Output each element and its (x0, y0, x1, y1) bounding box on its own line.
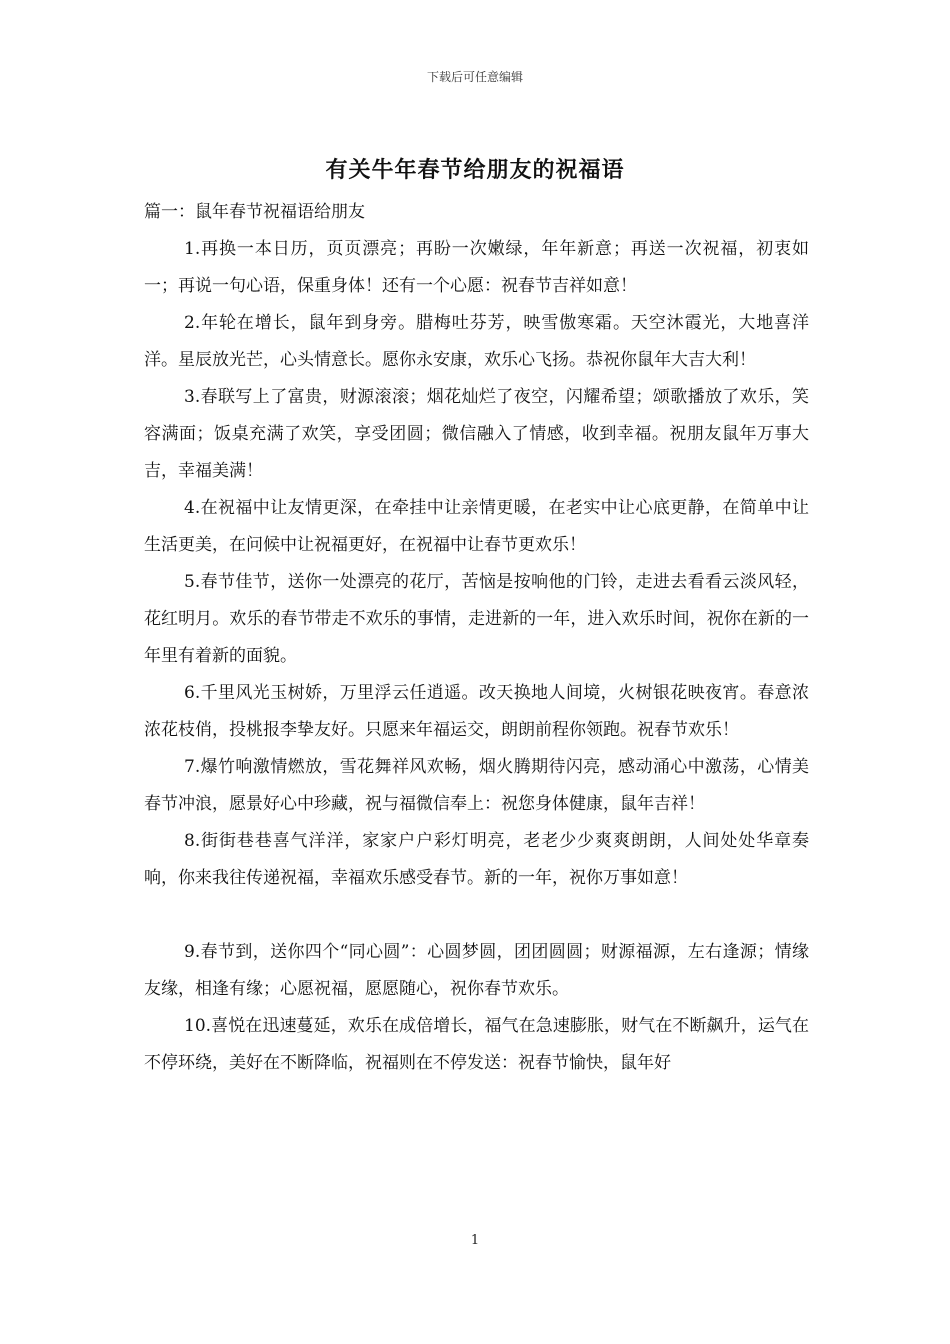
paragraph-10: 10.喜悦在迅速蔓延，欢乐在成倍增长，福气在急速膨胀，财气在不断飙升，运气在不停环绕，美好在不断降临，祝福则在不停发送：祝春节愉快，鼠年好 (144, 1016, 809, 1073)
paragraph-7: 7.爆竹响激情燃放，雪花舞祥风欢畅，烟火腾期待闪亮，感动涌心中激荡，心情美春节冲浪，愿景好心中珍藏，祝与福微信奉上：祝您身体健康，鼠年吉祥！ (144, 757, 809, 814)
page-number: 1 (470, 1233, 480, 1248)
document-title: 有关牛年春节给朋友的祝福语 (325, 158, 625, 183)
paragraph-9: 9.春节到，送你四个“同心圆”：心圆梦圆，团团圆圆；财源福源，左右逢源；情缘友缘，相逢有缘；心愿祝福，愿愿随心，祝你春节欢乐。 (144, 942, 809, 999)
paragraph-6: 6.千里风光玉树娇，万里浮云任逍遥。改天换地人间境，火树银花映夜宵。春意浓浓花枝俏，投桃报李挚友好。只愿来年福运交，朗朗前程你领跑。祝春节欢乐！ (144, 683, 809, 740)
paragraph-1: 1.再换一本日历，页页漂亮；再盼一次嫩绿，年年新意；再送一次祝福，初衷如一；再说一句心语，保重身体！还有一个心愿：祝春节吉祥如意！ (144, 239, 809, 296)
section-heading: 篇一：鼠年春节祝福语给朋友 (144, 202, 365, 222)
paragraph-8: 8.街街巷巷喜气洋洋，家家户户彩灯明亮，老老少少爽爽朗朗，人间处处华章奏响，你来我往传递祝福，幸福欢乐感受春节。新的一年，祝你万事如意！ (144, 831, 809, 888)
document-body (144, 194, 809, 1082)
header-note: 下载后可任意编辑 (426, 70, 523, 84)
paragraph-2: 2.年轮在增长，鼠年到身旁。腊梅吐芬芳，映雪傲寒霜。天空沐霞光，大地喜洋洋。星辰放光芒，心头情意长。愿你永安康，欢乐心飞扬。恭祝你鼠年大吉大利！ (144, 313, 809, 370)
paragraph-4: 4.在祝福中让友情更深，在牵挂中让亲情更暖，在老实中让心底更静，在简单中让生活更美，在问候中让祝福更好，在祝福中让春节更欢乐！ (144, 498, 809, 555)
paragraph-5: 5.春节佳节，送你一处漂亮的花厅，苦恼是按响他的门铃，走进去看看云淡风轻，花红明月。欢乐的春节带走不欢乐的事情，走进新的一年，进入欢乐时间，祝你在新的一年里有着新的面貌。 (144, 572, 809, 666)
paragraph-3: 3.春联写上了富贵，财源滚滚；烟花灿烂了夜空，闪耀希望；颂歌播放了欢乐，笑容满面；饭桌充满了欢笑，享受团圆；微信融入了情感，收到幸福。祝朋友鼠年万事大吉，幸福美满！ (144, 387, 809, 481)
